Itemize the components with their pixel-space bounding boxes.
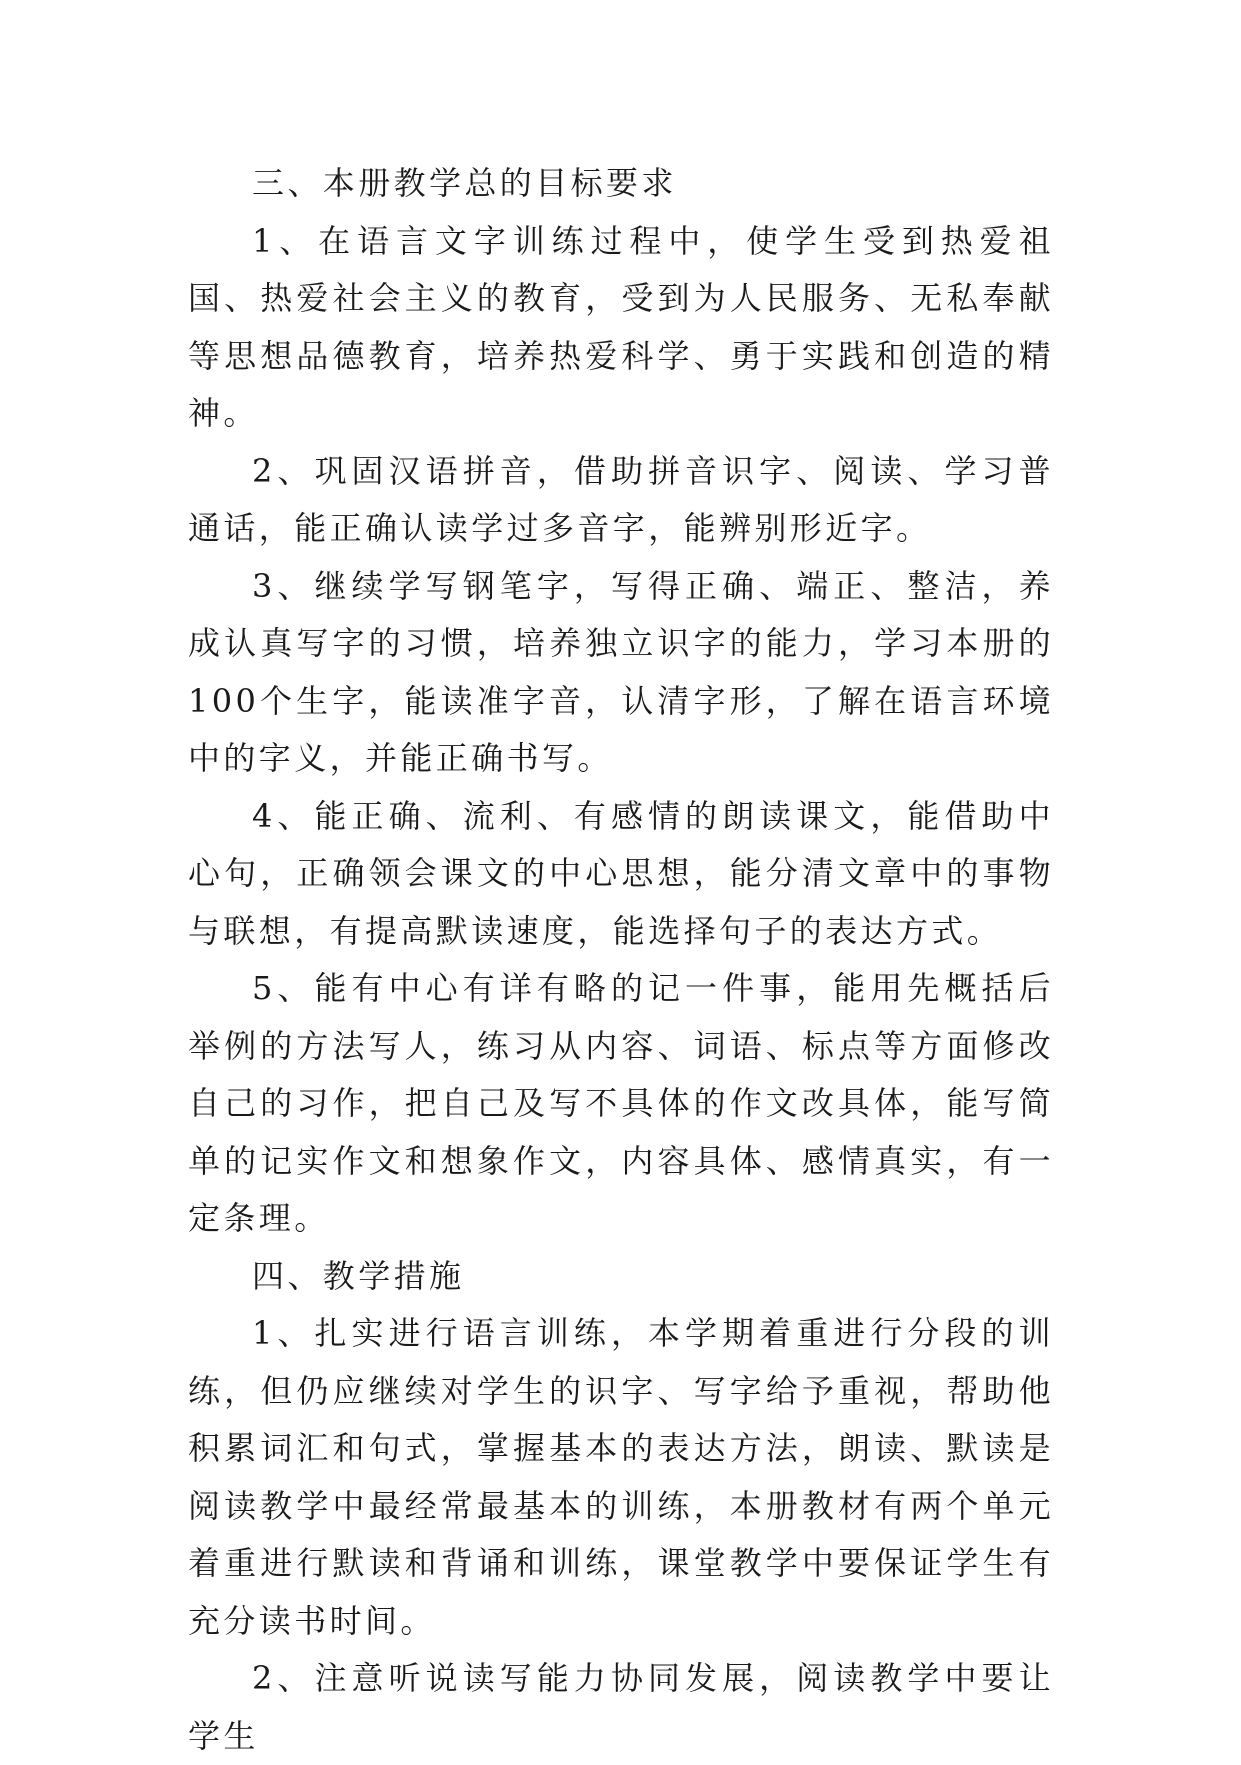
goal-paragraph-5: 5、能有中心有详有略的记一件事，能用先概括后举例的方法写人，练习从内容、词语、标点等方面修改自己的习作，把自己及写不具体的作文改具体，能写简单的记实作文和想象作文，内容具体、感情真实，有一定条理。	[188, 969, 1054, 1237]
document-body	[188, 155, 1054, 1765]
measure-paragraph-1: 1、扎实进行语言训练，本学期着重进行分段的训练，但仍应继续对学生的识字、写字给予重视，帮助他积累词汇和句式，掌握基本的表达方法，朗读、默读是阅读教学中最经常最基本的训练，本册教材有两个单元着重进行默读和背诵和训练，课堂教学中要保证学生有充分读书时间。	[188, 1314, 1054, 1640]
goal-paragraph-1: 1、在语言文字训练过程中，使学生受到热爱祖国、热爱社会主义的教育，受到为人民服务、无私奉献等思想品德教育，培养热爱科学、勇于实践和创造的精神。	[188, 221, 1054, 432]
goal-paragraph-2: 2、巩固汉语拼音，借助拼音识字、阅读、学习普通话，能正确认读学过多音字，能辨别形近字。	[188, 451, 1054, 547]
goal-paragraph-4: 4、能正确、流利、有感情的朗读课文，能借助中心句，正确领会课文的中心思想，能分清文章中的事物与联想，有提高默读速度，能选择句子的表达方式。	[188, 796, 1054, 950]
measure-paragraph-2: 2、注意听说读写能力协同发展，阅读教学中要让学生	[188, 1659, 1054, 1755]
section-heading-goals: 三、本册教学总的目标要求	[252, 164, 677, 202]
section-heading-measures: 四、教学措施	[252, 1256, 465, 1295]
goal-paragraph-3: 3、继续学写钢笔字，写得正确、端正、整洁，养成认真写字的习惯，培养独立识字的能力，学习本册的100个生字，能读准字音，认清字形，了解在语言环境中的字义，并能正确书写。	[188, 566, 1054, 777]
